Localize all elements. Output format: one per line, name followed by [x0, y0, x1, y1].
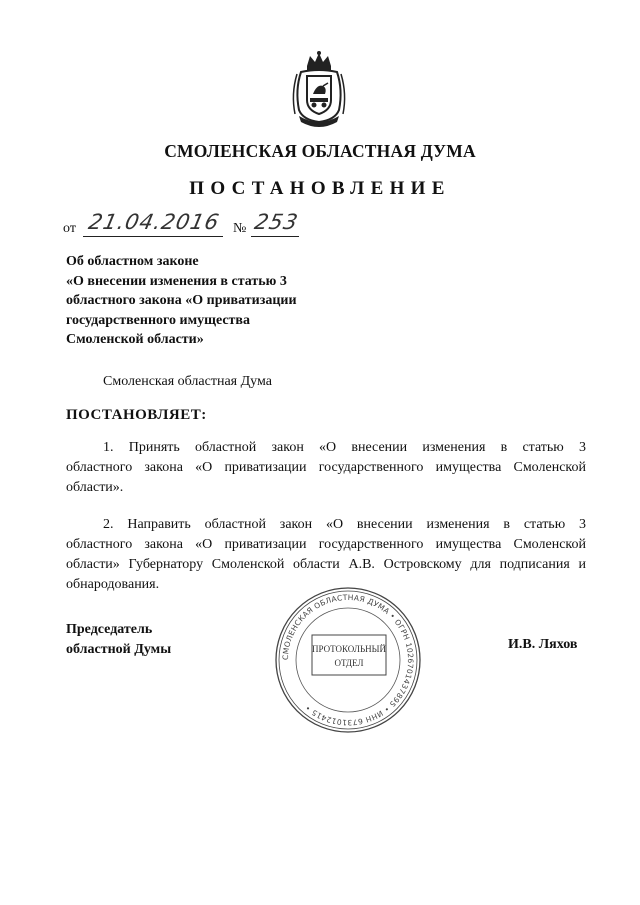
item-continuation: областного закона «О приватизации государственного имущества Смоленской области». — [66, 460, 586, 495]
number-label: № — [233, 221, 247, 236]
handwritten-number: 253 — [252, 210, 301, 234]
date-number-line — [63, 210, 323, 240]
item-first-line: 2. Направить областной закон «О внесении изменения в статью 3 — [103, 517, 586, 532]
stamp-ring-text: СМОЛЕНСКАЯ ОБЛАСТНАЯ ДУМА • ОГРН 1026701437895 • ИНН 6731012415 • — [280, 592, 416, 728]
subject-line: государственного имущества — [66, 312, 250, 328]
subject-line: Об областном законе — [66, 254, 199, 269]
organization-title: СМОЛЕНСКАЯ ОБЛАСТНАЯ ДУМА — [164, 141, 476, 161]
subject-line: областного закона «О приватизации — [66, 293, 297, 308]
item-continuation: областного закона «О приватизации государственного имущества Смоленской области» Губернатору Смоленской области А.В. Островскому для подписания и обнародования. — [66, 537, 586, 592]
document-type-title: ПОСТАНОВЛЕНИЕ — [189, 178, 451, 199]
stamp-center-line2: ОТДЕЛ — [334, 658, 364, 668]
subject-line: Смоленской области» — [66, 332, 204, 347]
resolution-item-1 — [66, 438, 586, 498]
resolution-subject — [66, 252, 297, 350]
decides-heading: ПОСТАНОВЛЯЕТ: — [66, 407, 207, 423]
resolution-item-2 — [66, 515, 586, 595]
chairman-title-line: Председатель — [66, 622, 153, 637]
coat-of-arms-emblem — [289, 50, 349, 130]
official-stamp — [268, 585, 428, 735]
handwritten-date: 21.04.2016 — [86, 210, 222, 234]
chairman-title-line: областной Думы — [66, 641, 172, 657]
chairman-title — [66, 620, 171, 659]
signatory-name: И.В. Ляхов — [508, 637, 578, 652]
subject-line: «О внесении изменения в статью 3 — [66, 273, 287, 289]
date-prefix: от — [63, 221, 76, 236]
item-first-line: 1. Принять областной закон «О внесении изменения в статью 3 — [103, 440, 586, 455]
intro-text: Смоленская областная Дума — [103, 374, 272, 389]
stamp-center-line1: ПРОТОКОЛЬНЫЙ — [312, 644, 386, 654]
